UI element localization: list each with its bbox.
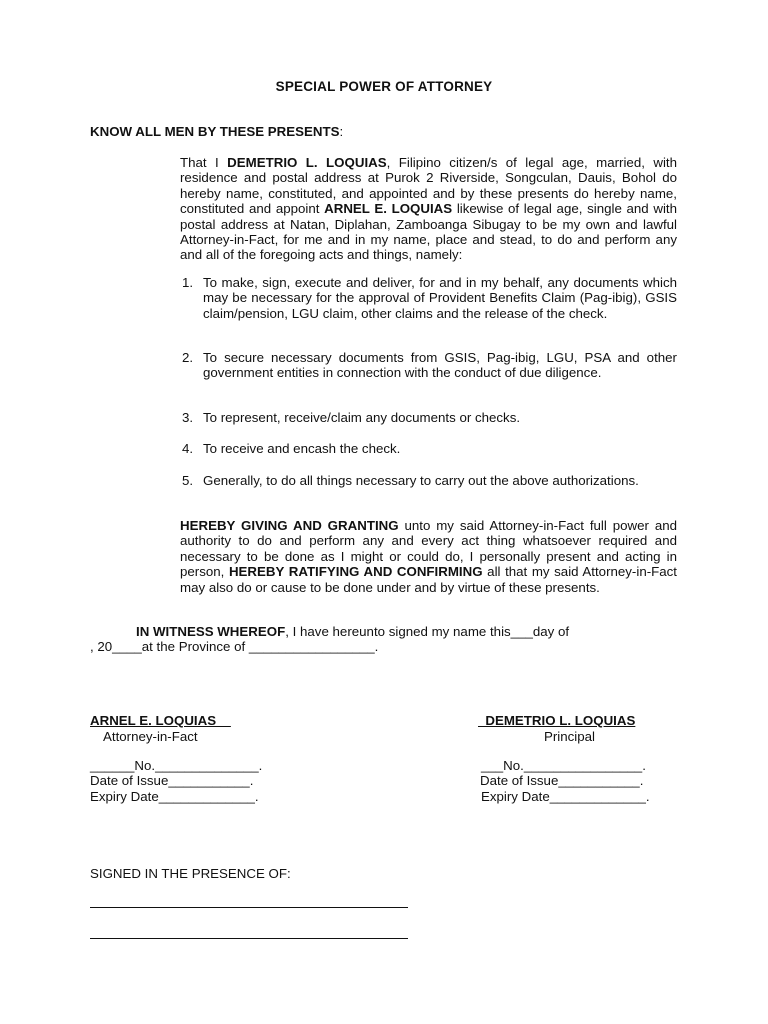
witness-line-1: , I have hereunto signed my name this___day of — [285, 624, 570, 639]
list-item — [182, 473, 677, 488]
granting-part-2: all that my said Attorney-in-Fact may also do or cause to be done under and by virtue of these presents. — [180, 564, 677, 595]
attorney-expiry-date: Expiry Date_____________. — [90, 789, 259, 804]
list-item-number: 5. — [182, 473, 194, 488]
signed-in-presence-label: SIGNED IN THE PRESENCE OF: — [90, 866, 291, 881]
principal-signature-name: DEMETRIO L. LOQUIAS — [478, 713, 636, 728]
heading-colon: : — [339, 124, 344, 139]
granting-bold-2: HEREBY RATIFYING AND CONFIRMING — [228, 564, 483, 580]
witness-text — [136, 624, 677, 639]
list-item-number: 3. — [182, 410, 194, 425]
principal-name-inline: DEMETRIO L. LOQUIAS — [227, 155, 387, 170]
intro-part-3: likewise of legal age, single and with postal address at Natan, Diplahan, Zamboanga Sibugay to be my own and lawful Attorney-in-Fact, for me and in my name, place and stead, to do and perform any and all of the foregoing acts and things, namely: — [180, 201, 677, 263]
witness-signature-line-1 — [90, 907, 408, 908]
document-title: SPECIAL POWER OF ATTORNEY — [275, 79, 493, 94]
list-item-text: Generally, to do all things necessary to carry out the above authorizations. — [203, 473, 639, 488]
principal-role: Principal — [544, 729, 595, 744]
list-item-text: To make, sign, execute and deliver, for and in my behalf, any documents which may be necessary for the approval of Provident Benefits Claim (Pag-ibig), GSIS claim/pension, LGU claim, other claims and the release of the check. — [203, 275, 677, 321]
attorney-date-of-issue: Date of Issue___________. — [90, 773, 254, 788]
list-item-text: To secure necessary documents from GSIS, Pag-ibig, LGU, PSA and other government entities in connection with the conduct of due diligence. — [203, 350, 677, 381]
intro-part-2: , Filipino citizen/s of legal age, married, with residence and postal address at Purok 2 Riverside, Songculan, Dauis, Bohol do hereby name, constituted, and appointed and by these presents do hereby name, constituted and appoint — [180, 155, 677, 217]
list-item-number: 4. — [182, 441, 194, 456]
attorney-name-inline: ARNEL E. LOQUIAS — [324, 201, 453, 217]
list-item — [182, 275, 677, 321]
principal-date-of-issue: Date of Issue___________. — [480, 773, 644, 788]
list-item-number: 2. — [182, 350, 194, 365]
list-item — [182, 410, 677, 425]
intro-part-1: That I — [180, 155, 228, 170]
principal-id-no: ___No.________________. — [481, 758, 646, 773]
document-heading — [90, 124, 343, 139]
list-item-text: To represent, receive/claim any documents or checks. — [203, 410, 521, 425]
granting-paragraph — [136, 518, 677, 595]
attorney-signature-name: ARNEL E. LOQUIAS — [90, 713, 231, 728]
witness-paragraph — [136, 624, 677, 639]
witness-line-2: , 20____at the Province of _________________. — [90, 639, 379, 654]
principal-expiry-date: Expiry Date_____________. — [481, 789, 650, 804]
granting-bold-1: HEREBY GIVING AND GRANTING — [180, 518, 399, 533]
list-item — [182, 350, 677, 381]
attorney-role: Attorney-in-Fact — [103, 729, 198, 744]
list-item-number: 1. — [182, 275, 194, 290]
attorney-id-no: ______No.______________. — [90, 758, 263, 773]
granting-text — [136, 518, 677, 595]
witness-signature-line-2 — [90, 938, 408, 939]
intro-paragraph — [136, 155, 677, 263]
list-item-text: To receive and encash the check. — [203, 441, 401, 456]
granting-part-1: unto my said Attorney-in-Fact full power and authority to do and perform any and every act thing whatsoever required and necessary to be done as I might or could do, I personally present and acting in person, — [180, 518, 678, 580]
heading-text: KNOW ALL MEN BY THESE PRESENTS — [90, 124, 340, 139]
list-item — [182, 441, 677, 456]
intro-text — [136, 155, 677, 263]
witness-bold: IN WITNESS WHEREOF — [136, 624, 286, 639]
